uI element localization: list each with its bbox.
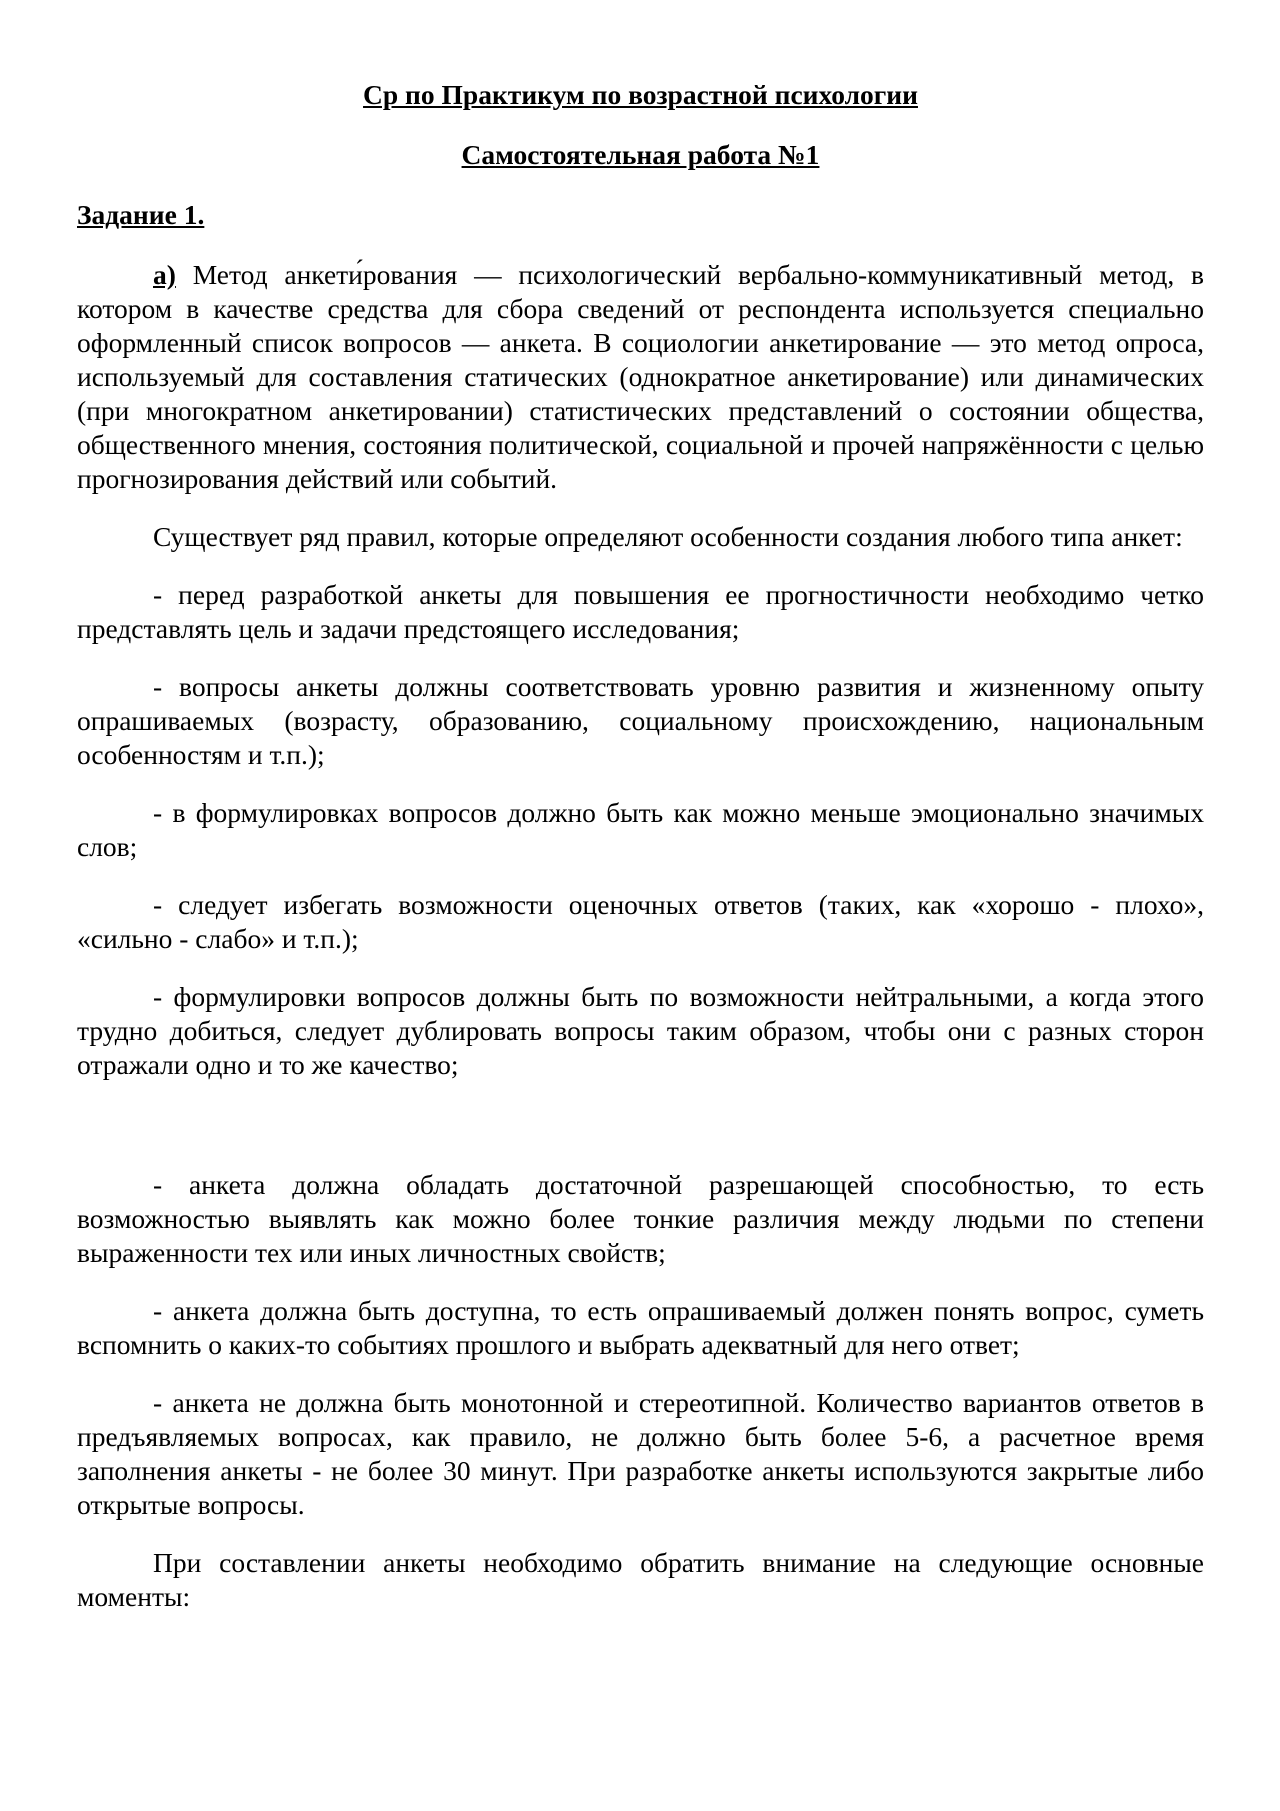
intro-paragraph <box>77 258 1204 496</box>
intro-label: а) <box>153 259 176 290</box>
rule-item: - анкета должна быть доступна, то есть опрашиваемый должен понять вопрос, суметь вспомнить о каких-то событиях прошлого и выбрать адекватный для него ответ; <box>77 1295 1204 1360</box>
rule-item: - вопросы анкеты должны соответствовать уровню развития и жизненному опыту опрашиваемых (возрасту, образованию, социальному происхождению, национальным особенностям и т.п.); <box>77 671 1204 770</box>
rule-item: - в формулировках вопросов должно быть как можно меньше эмоционально значимых слов; <box>77 797 1204 862</box>
rule-item: - следует избегать возможности оценочных ответов (таких, как «хорошо - плохо», «сильно - слабо» и т.п.); <box>77 889 1204 954</box>
document-subtitle: Самостоятельная работа №1 <box>461 139 820 170</box>
closing-paragraph: При составлении анкеты необходимо обратить внимание на следующие основные моменты: <box>77 1547 1204 1612</box>
document-page <box>77 66 1204 1614</box>
task-heading: Задание 1. <box>77 199 205 230</box>
rule-item: - формулировки вопросов должны быть по возможности нейтральными, а когда этого трудно добиться, следует дублировать вопросы таким образом, чтобы они с разных сторон отражали одно и то же качество; <box>77 981 1204 1080</box>
rules-intro-paragraph: Существует ряд правил, которые определяют особенности создания любого типа анкет: <box>153 521 1183 552</box>
intro-text: Метод анкети́рования — психологический вербально-коммуникативный метод, в котором в качестве средства для сбора сведений от респондента используется специально оформленный список вопросов — анкета. В социологии анкетирование — это метод опроса, используемый для составления статических (однократное анкетирование) или динамических (при многократном анкетировании) статистических представлений о состоянии общества, общественного мнения, состояния политической, социальной и прочей напряжённости с целью прогнозирования действий или событий. <box>77 259 1204 494</box>
rule-item: - перед разработкой анкеты для повышения ее прогностичности необходимо четко представлять цель и задачи предстоящего исследования; <box>77 579 1204 644</box>
rule-item: - анкета должна обладать достаточной разрешающей способностью, то есть возможностью выявлять как можно более тонкие различия между людьми по степени выраженности тех или иных личностных свойств; <box>77 1169 1204 1268</box>
rule-item: - анкета не должна быть монотонной и стереотипной. Количество вариантов ответов в предъявляемых вопросах, как правило, не должно быть более 5-6, а расчетное время заполнения анкеты - не более 30 минут. При разработке анкеты используются закрытые либо открытые вопросы. <box>77 1387 1204 1520</box>
document-title: Ср по Практикум по возрастной психологии <box>363 79 918 110</box>
